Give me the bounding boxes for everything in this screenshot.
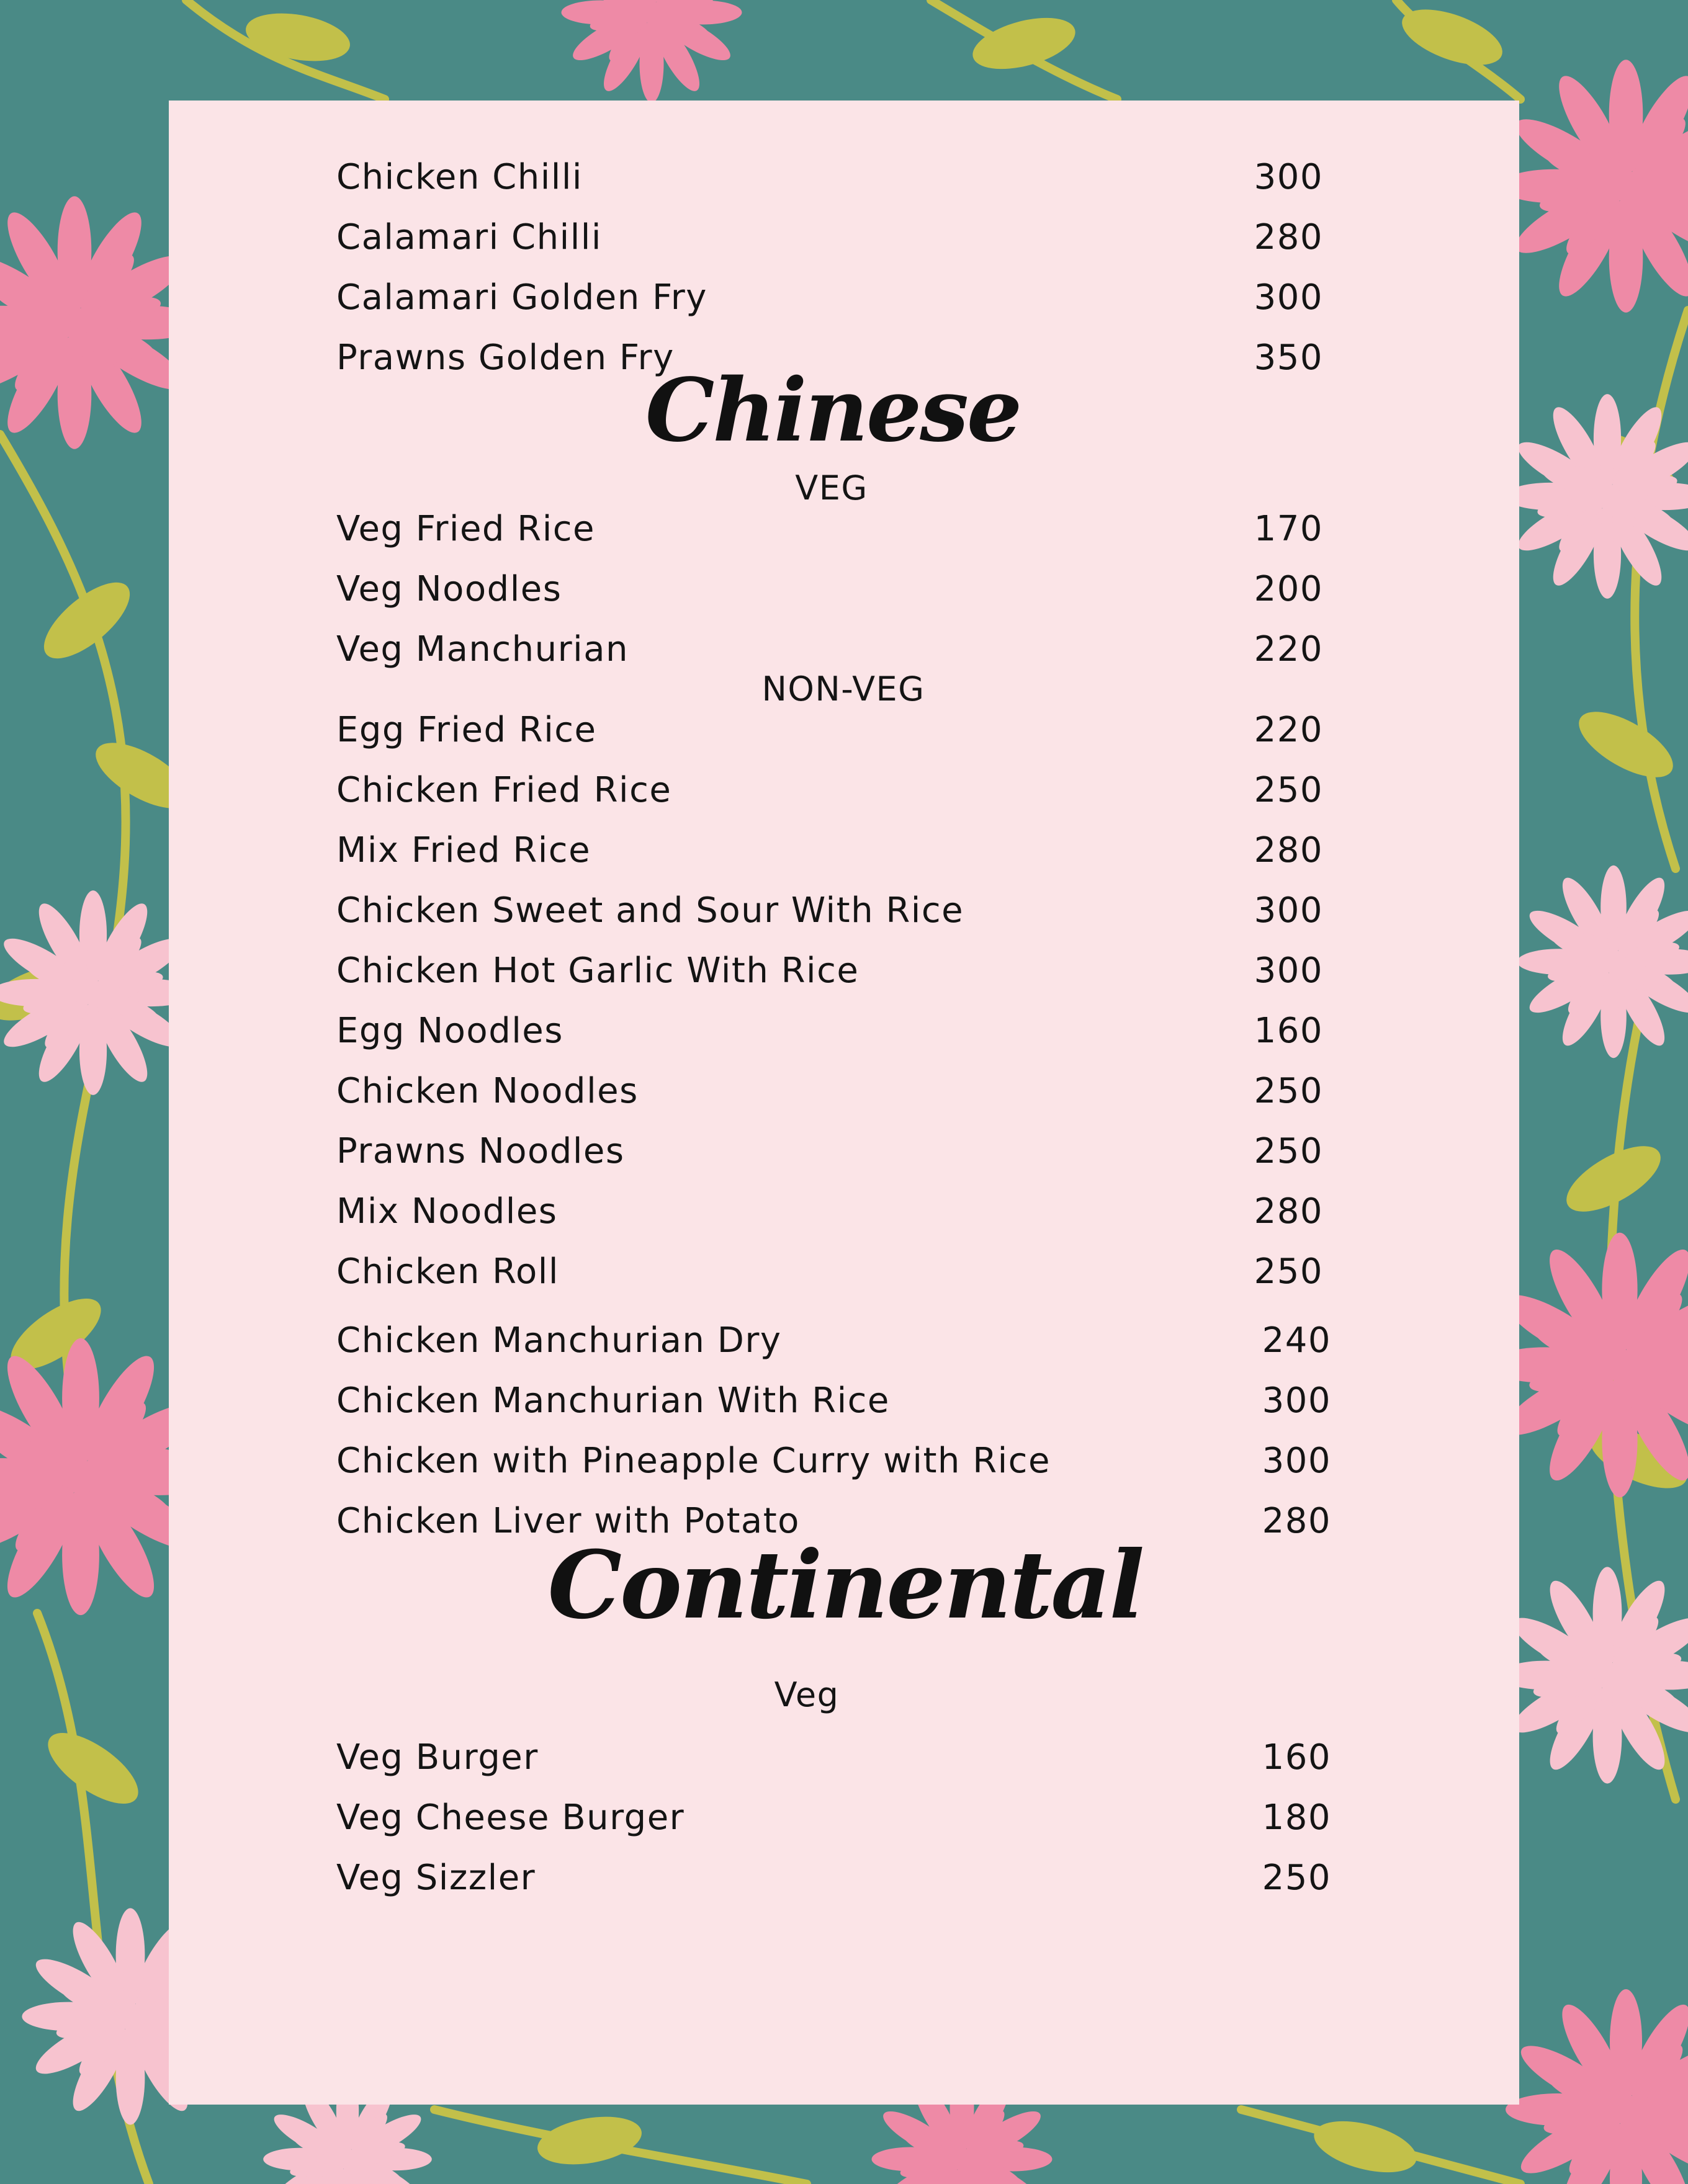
menu-item (336, 207, 1323, 267)
item-name: Chicken Manchurian With Rice (336, 1381, 890, 1421)
item-name: Chicken Noodles (336, 1071, 639, 1111)
item-name: Veg Sizzler (336, 1858, 536, 1898)
item-price: 280 (1262, 1501, 1331, 1541)
item-name: Calamari Chilli (336, 217, 602, 257)
menu-item (336, 1310, 1331, 1371)
leaf-shape (37, 1720, 150, 1817)
flower-shape (562, 0, 742, 103)
item-price: 350 (1254, 338, 1323, 378)
item-name: Prawns Noodles (336, 1131, 625, 1171)
item-price: 250 (1254, 1131, 1323, 1171)
menu-item (336, 267, 1323, 328)
item-name: Veg Noodles (336, 569, 562, 609)
item-name: Chicken with Pineapple Curry with Rice (336, 1441, 1051, 1481)
leaf-shape (1309, 2111, 1422, 2182)
menu-item (336, 1061, 1323, 1121)
menu-item (336, 700, 1323, 760)
menu-item (336, 1242, 1323, 1302)
menu-item (336, 760, 1323, 820)
item-name: Chicken Roll (336, 1251, 559, 1292)
item-name: Chicken Hot Garlic With Rice (336, 951, 860, 991)
subsection-veg-label: VEG (795, 468, 868, 508)
flower-shape (0, 890, 195, 1095)
menu-item (336, 1121, 1323, 1181)
item-price: 250 (1254, 1251, 1323, 1292)
item-name: Chicken Fried Rice (336, 770, 672, 810)
item-name: Calamari Golden Fry (336, 277, 707, 318)
menu-item (336, 499, 1323, 559)
item-price: 170 (1254, 509, 1323, 549)
item-price: 220 (1254, 710, 1323, 750)
flower-shape (1499, 60, 1688, 312)
section-title-chinese: Chinese (645, 360, 1021, 462)
subsection-nonveg-label: NON-VEG (761, 669, 925, 709)
leaf-shape (1569, 699, 1682, 790)
stem-shape (1635, 310, 1688, 869)
item-price: 220 (1254, 629, 1323, 669)
item-price: 300 (1262, 1441, 1331, 1481)
menu-item (336, 1431, 1331, 1491)
item-price: 280 (1254, 217, 1323, 257)
subsection-veg-label: Veg (774, 1675, 840, 1714)
flower-shape (1506, 1989, 1688, 2184)
item-name: Chicken Liver with Potato (336, 1501, 800, 1541)
item-price: 280 (1254, 1191, 1323, 1232)
item-price: 240 (1262, 1320, 1331, 1361)
menu-panel (169, 101, 1519, 2105)
item-price: 300 (1254, 277, 1323, 318)
item-name: Egg Noodles (336, 1011, 563, 1051)
item-name: Chicken Manchurian Dry (336, 1320, 782, 1361)
menu-item (336, 147, 1323, 207)
menu-item (336, 880, 1323, 941)
menu-item (336, 1727, 1331, 1788)
item-name: Prawns Golden Fry (336, 338, 675, 378)
menu-item (336, 1788, 1331, 1848)
item-name: Egg Fried Rice (336, 710, 597, 750)
leaf-shape (1395, 0, 1509, 76)
item-price: 250 (1254, 770, 1323, 810)
flower-shape (1517, 866, 1688, 1058)
item-name: Veg Fried Rice (336, 509, 595, 549)
leaf-shape (534, 2110, 645, 2172)
item-price: 160 (1254, 1011, 1323, 1051)
menu-item (336, 559, 1323, 619)
menu-item (336, 1848, 1331, 1908)
item-name: Veg Manchurian (336, 629, 629, 669)
item-price: 300 (1254, 157, 1323, 197)
leaf-shape (32, 570, 142, 671)
item-name: Mix Fried Rice (336, 830, 591, 870)
section-title-continental: Continental (547, 1531, 1143, 1640)
menu-item (336, 1181, 1323, 1242)
leaf-shape (242, 6, 354, 68)
item-name: Chicken Sweet and Sour With Rice (336, 890, 964, 931)
item-name: Chicken Chilli (336, 157, 583, 197)
flower-shape (1499, 1567, 1688, 1783)
item-name: Veg Cheese Burger (336, 1797, 685, 1838)
menu-item (336, 941, 1323, 1001)
item-price: 250 (1254, 1071, 1323, 1111)
item-price: 300 (1262, 1381, 1331, 1421)
item-price: 300 (1254, 890, 1323, 931)
item-price: 200 (1254, 569, 1323, 609)
item-price: 280 (1254, 830, 1323, 870)
leaf-shape (967, 8, 1081, 79)
menu-item (336, 1371, 1331, 1431)
item-name: Mix Noodles (336, 1191, 558, 1232)
menu-item (336, 820, 1323, 880)
item-price: 160 (1262, 1737, 1331, 1778)
item-name: Veg Burger (336, 1737, 539, 1778)
item-price: 180 (1262, 1797, 1331, 1838)
item-price: 300 (1254, 951, 1323, 991)
item-price: 250 (1262, 1858, 1331, 1898)
menu-item (336, 1001, 1323, 1061)
